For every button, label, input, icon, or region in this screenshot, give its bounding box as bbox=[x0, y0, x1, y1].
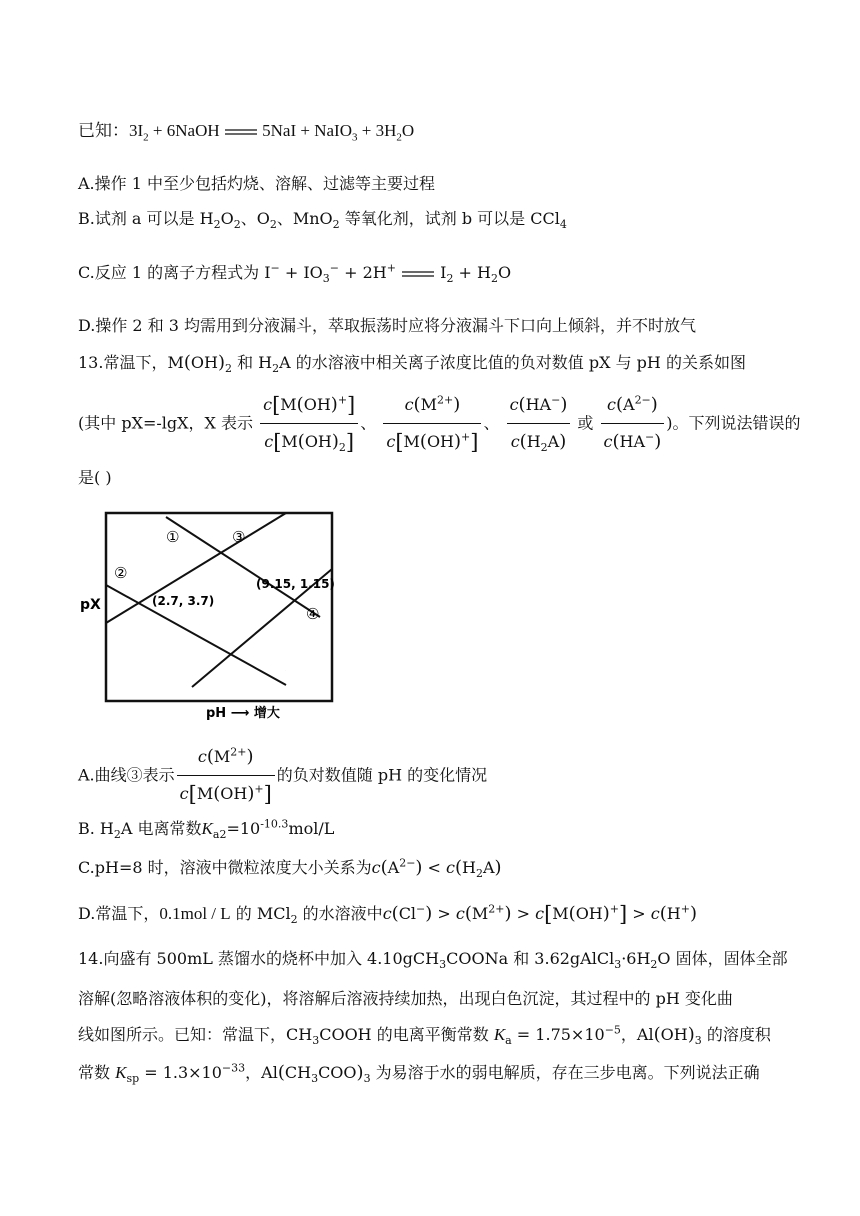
y-axis-label: pX bbox=[80, 597, 101, 613]
q12-option-c: C.反应 1 的离子方程式为 $I^- + IO_3^- + 2H^+$ $I_2 + H_2O$ bbox=[78, 261, 512, 286]
curve-label-4: ④ bbox=[306, 605, 320, 623]
q14-line1: 14.向盛有 500mL 蒸馏水的烧杯中加入 4.10gCH$_3$COONa 和 $3.62gAlCl_3\cdot 6H_2O$ 固体，固体全部 bbox=[78, 949, 788, 972]
q14-line4: 常数 $K_{sp} = 1.3\times 10^{-33}$，$Al(CH_3COO)_3$ 为易溶于水的弱电解质，存在三步电离。下列说法正确 bbox=[78, 1061, 760, 1086]
chart-frame bbox=[106, 513, 332, 701]
q14-line3: 线如图所示。已知：常温下，$CH_3COOH$ 的电离平衡常数 $K_a = 1.75\times 10^{-5}$，$Al(OH)_3$ 的溶度积 bbox=[78, 1023, 771, 1048]
given-equation: 已知：$3I_2$ + 6NaOH 5NaI + NaIO$_3$ + $3H_2O$ bbox=[78, 121, 415, 144]
q14-line2: 溶解(忽略溶液体积的变化)，将溶解后溶液持续加热，出现白色沉淀，其过程中的 pH 变化曲 bbox=[78, 989, 733, 1008]
equals-arrow-icon bbox=[401, 269, 435, 279]
equals-arrow-icon bbox=[224, 127, 258, 137]
x-axis-label: pH ⟶ 增大 bbox=[206, 706, 280, 720]
curve-label-3: ③ bbox=[232, 528, 246, 546]
curve-label-1: ① bbox=[166, 528, 180, 546]
fraction-m2-over-moh: $\frac{c(M^{2+})}{c[M(OH)^+]}$ bbox=[383, 390, 481, 457]
px-ph-chart bbox=[76, 505, 346, 720]
fraction-a2-over-ha: $\frac{c(A^{2-})}{c(HA^-)}$ bbox=[601, 390, 665, 457]
q12-option-a: A.操作 1 中至少包括灼烧、溶解、过滤等主要过程 bbox=[78, 174, 435, 193]
point-annotation-2: (9.15, 1.15) bbox=[256, 577, 335, 591]
q13-option-c: C.pH=8 时，溶液中微粒浓度大小关系为$c(A^{2-}) < c(H_2A)$ bbox=[78, 856, 502, 881]
q13-stem-line1: 13.常温下，$M(OH)_2$ 和 $H_2A$ 的水溶液中相关离子浓度比值的负对数值 pX 与 pH 的关系如图 bbox=[78, 352, 746, 376]
fraction-moh-over-moh2: $\frac{c[M(OH)^+]}{c[M(OH)_2]}$ bbox=[260, 390, 358, 457]
point-annotation-1: (2.7, 3.7) bbox=[152, 594, 215, 608]
q13-stem-line3: 是( ) bbox=[78, 468, 112, 487]
curve-label-2: ② bbox=[114, 564, 128, 582]
fraction-m2-over-moh-a: $\frac{c(M^{2+})}{c[M(OH)^+]}$ bbox=[177, 742, 275, 809]
q13-option-a: A.曲线③表示 $\frac{c(M^{2+})}{c[M(OH)^+]}$ 的负对数值随 pH 的变化情况 bbox=[78, 742, 487, 809]
q13-option-b: B. $H_2A$ 电离常数$K_{a2}=10^{-10.3}mol/L$ bbox=[78, 817, 335, 842]
q13-stem-line2: (其中 pX=-lgX，X 表示 $\frac{c[M(OH)^+]}{c[M(OH)_2]}$ 、 $\frac{c(M^{2+})}{c[M(OH)^+]}$ 、 $\frac{c(HA^-)}{c(H_2A)}$ 或 $\frac{c(A^{2-})}{c(HA^-)}$ )。下列说法错误的 bbox=[78, 390, 801, 457]
fraction-ha-over-h2a: $\frac{c(HA^-)}{c(H_2A)}$ bbox=[507, 390, 571, 457]
q12-option-b: B.试剂 a 可以是 $H_2O_2$、$O_2$、MnO$_2$ 等氧化剂，试剂 b 可以是 CCl$_4$ bbox=[78, 209, 567, 232]
q12-option-d: D.操作 2 和 3 均需用到分液漏斗，萃取振荡时应将分液漏斗下口向上倾斜，并不时放气 bbox=[78, 316, 697, 335]
given-prefix: 已知： bbox=[78, 121, 129, 140]
q13-option-d: D.常温下，0.1mol / L 的 MCl$_2$ 的水溶液中$c(Cl^-) > c(M^{2+}) > c[M(OH)^+] > c(H^+)$ bbox=[78, 902, 697, 927]
